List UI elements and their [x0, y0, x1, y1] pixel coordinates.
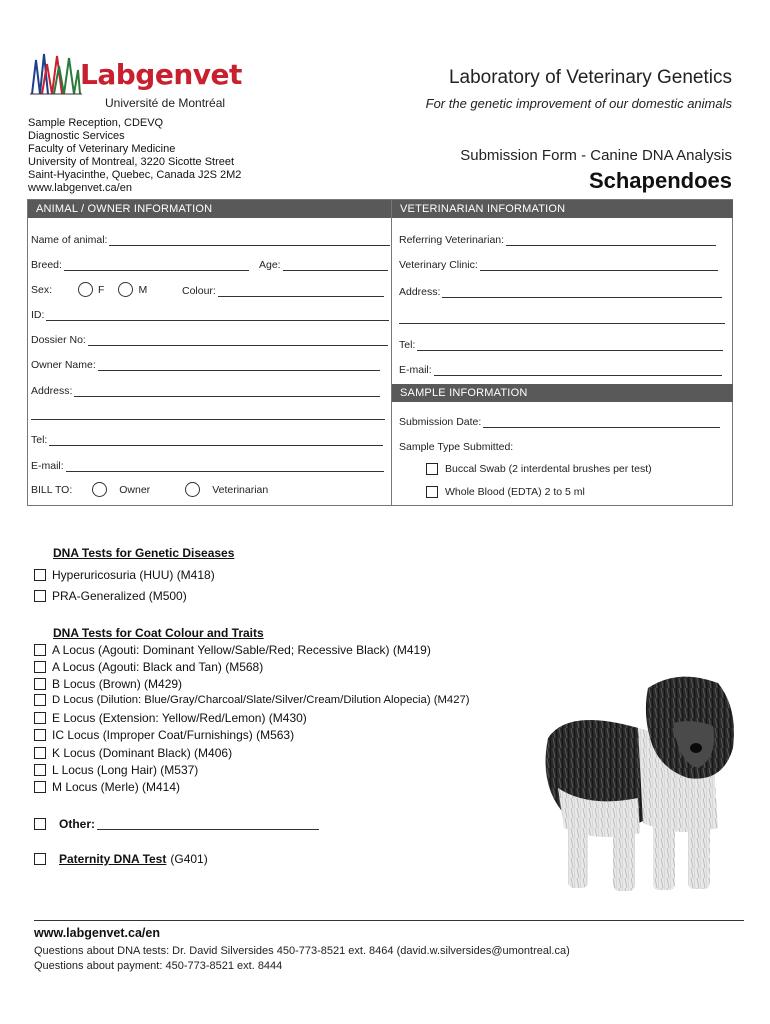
sample-option-blood: Whole Blood (EDTA) 2 to 5 ml — [426, 486, 585, 498]
test-checkbox[interactable] — [34, 764, 46, 776]
dossier-field[interactable]: Dossier No: — [31, 334, 388, 346]
test-checkbox[interactable] — [34, 644, 46, 656]
owner-tel-field[interactable]: Tel: — [31, 434, 383, 446]
coat-test-item: M Locus (Merle) (M414) — [34, 780, 180, 794]
age-field[interactable]: Age: — [259, 259, 388, 271]
logo-wordmark: Labgenvet — [80, 58, 242, 91]
address-line: Faculty of Veterinary Medicine — [28, 143, 176, 155]
whole-blood-checkbox[interactable] — [426, 486, 438, 498]
bill-owner-radio[interactable] — [92, 482, 107, 497]
form-title: Submission Form - Canine DNA Analysis — [460, 147, 732, 164]
owner-email-field[interactable]: E-mail: — [31, 460, 384, 472]
sex-f-radio[interactable] — [78, 282, 93, 297]
coat-test-item: A Locus (Agouti: Dominant Yellow/Sable/Red; Recessive Black) (M419) — [34, 643, 431, 657]
lab-title: Laboratory of Veterinary Genetics — [448, 67, 732, 88]
address-line: University of Montreal, 3220 Sicotte Street — [28, 156, 235, 168]
coat-test-item: E Locus (Extension: Yellow/Red/Lemon) (M430) — [34, 711, 307, 725]
coat-test-item: A Locus (Agouti: Black and Tan) (M568) — [34, 660, 263, 674]
submission-date-field[interactable]: Submission Date: — [399, 416, 720, 428]
bill-vet-radio[interactable] — [185, 482, 200, 497]
coat-test-item: B Locus (Brown) (M429) — [34, 677, 182, 691]
other-checkbox[interactable] — [34, 818, 46, 830]
test-checkbox[interactable] — [34, 729, 46, 741]
footer-divider — [34, 920, 744, 921]
sex-m-radio[interactable] — [118, 282, 133, 297]
test-checkbox[interactable] — [34, 661, 46, 673]
paternity-checkbox[interactable] — [34, 853, 46, 865]
column-divider — [391, 200, 392, 505]
sample-type-label: Sample Type Submitted: — [399, 441, 514, 453]
lab-address — [28, 117, 241, 195]
disease-test-item: Hyperuricosuria (HUU) (M418) — [34, 568, 215, 582]
schapendoes-dog-photo — [528, 668, 748, 898]
buccal-swab-checkbox[interactable] — [426, 463, 438, 475]
veterinarian-header: VETERINARIAN INFORMATION — [392, 200, 733, 218]
vet-tel-field[interactable]: Tel: — [399, 339, 723, 351]
coat-test-item: IC Locus (Improper Coat/Furnishings) (M563) — [34, 728, 294, 742]
breed-field[interactable]: Breed: — [31, 259, 249, 271]
sex-field: Sex: F M — [31, 283, 148, 296]
submission-form — [27, 199, 733, 506]
id-field[interactable]: ID: — [31, 309, 389, 321]
animal-owner-header: ANIMAL / OWNER INFORMATION — [28, 200, 391, 218]
animal-name-field[interactable]: Name of animal: — [31, 234, 390, 246]
labgenvet-logo — [30, 48, 245, 110]
test-checkbox[interactable] — [34, 590, 46, 602]
colour-field[interactable]: Colour: — [182, 285, 384, 297]
test-checkbox[interactable] — [34, 678, 46, 690]
test-checkbox[interactable] — [34, 694, 46, 706]
test-checkbox[interactable] — [34, 781, 46, 793]
lab-tagline: For the genetic improvement of our domestic animals — [425, 96, 732, 111]
footer-payment-contact: Questions about payment: 450-773-8521 ext. 8444 — [34, 960, 283, 972]
owner-name-field[interactable]: Owner Name: — [31, 359, 380, 371]
vet-address-field[interactable]: Address: — [399, 286, 722, 298]
sample-option-buccal: Buccal Swab (2 interdental brushes per test) — [426, 463, 652, 475]
address-line: Sample Reception, CDEVQ — [28, 117, 164, 129]
sample-info-header: SAMPLE INFORMATION — [392, 384, 733, 402]
coat-test-item: D Locus (Dilution: Blue/Gray/Charcoal/Slate/Silver/Cream/Dilution Alopecia) (M427) — [34, 694, 470, 706]
address-line: Diagnostic Services — [28, 130, 125, 142]
coat-test-item: K Locus (Dominant Black) (M406) — [34, 746, 232, 760]
coat-test-item: L Locus (Long Hair) (M537) — [34, 763, 198, 777]
vet-clinic-field[interactable]: Veterinary Clinic: — [399, 259, 718, 271]
paternity-test-item: Paternity DNA Test (G401) — [34, 852, 208, 866]
address-line: www.labgenvet.ca/en — [28, 182, 132, 194]
owner-address-field[interactable]: Address: — [31, 385, 380, 397]
address-line: Saint-Hyacinthe, Quebec, Canada J2S 2M2 — [28, 169, 242, 181]
disease-tests-title: DNA Tests for Genetic Diseases — [53, 546, 235, 560]
test-checkbox[interactable] — [34, 569, 46, 581]
vet-email-field[interactable]: E-mail: — [399, 364, 722, 376]
disease-test-item: PRA-Generalized (M500) — [34, 589, 187, 603]
test-checkbox[interactable] — [34, 747, 46, 759]
vet-address-line2[interactable] — [399, 313, 725, 324]
referring-vet-field[interactable]: Referring Veterinarian: — [399, 234, 716, 246]
test-checkbox[interactable] — [34, 712, 46, 724]
owner-address-line2[interactable] — [31, 409, 385, 420]
other-test-item: Other: — [34, 817, 319, 831]
dna-peaks-icon — [30, 50, 82, 98]
other-input-line[interactable] — [97, 819, 319, 830]
footer-website[interactable]: www.labgenvet.ca/en — [34, 926, 160, 940]
breed-title: Schapendoes — [588, 168, 732, 193]
bill-to-field: BILL TO: Owner Veterinarian — [31, 483, 269, 496]
coat-tests-title: DNA Tests for Coat Colour and Traits — [53, 626, 264, 640]
logo-subtitle: Université de Montréal — [105, 96, 226, 110]
footer-tests-contact: Questions about DNA tests: Dr. David Silversides 450-773-8521 ext. 8464 (david.w.silversides@umontreal.ca) — [34, 945, 570, 957]
